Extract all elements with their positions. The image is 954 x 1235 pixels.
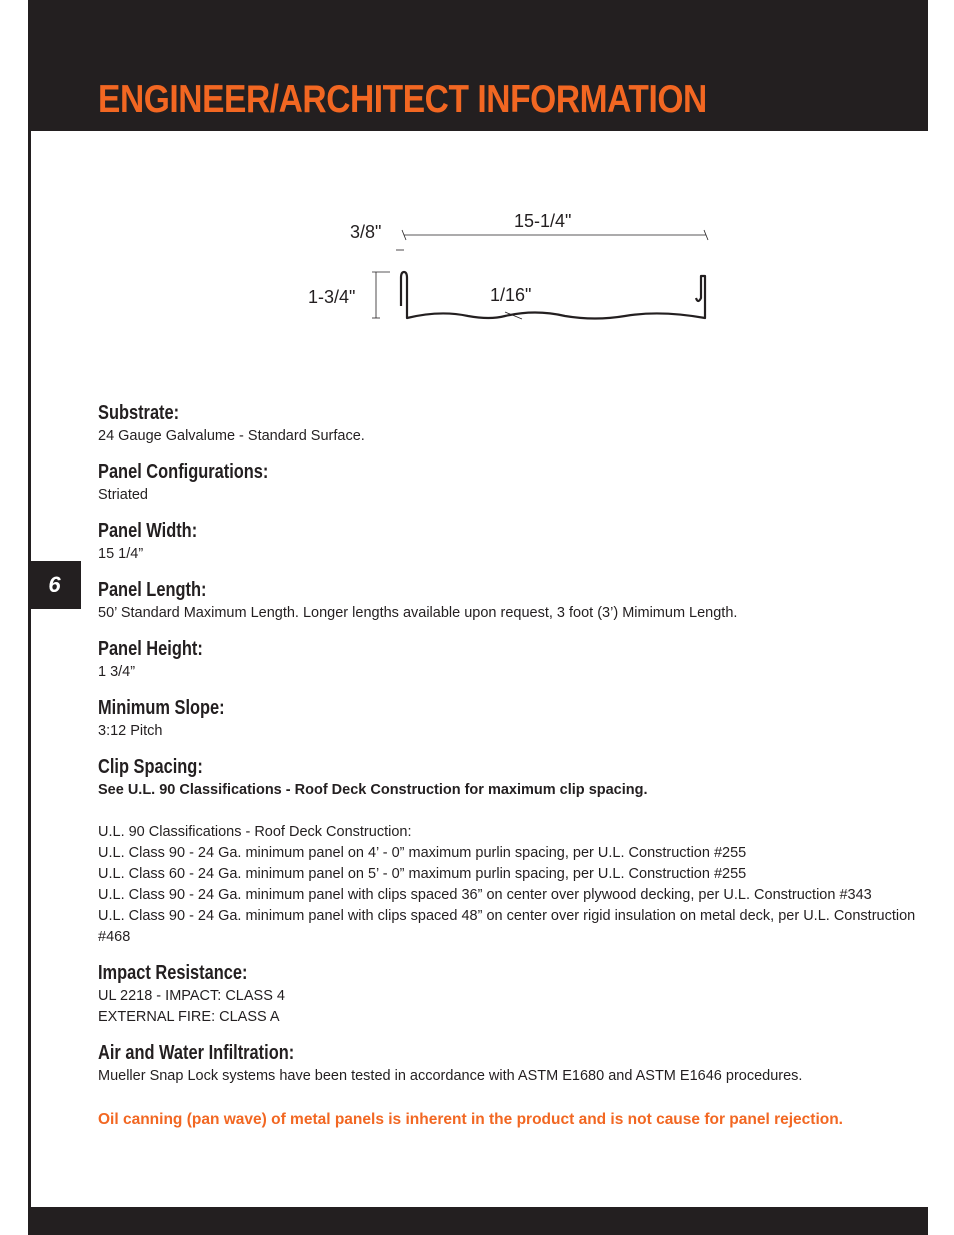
section-text: 1 3/4” (98, 664, 136, 680)
width-label: 15-1/4ʺ (514, 211, 572, 231)
section-heading: Panel Height: (98, 638, 203, 660)
oil-canning-warning: Oil canning (pan wave) of metal panels is inherent in the product and is not cause for panel rejection. (98, 1111, 843, 1128)
configurations-section (98, 459, 918, 506)
section-heading: Minimum Slope: (98, 697, 225, 719)
section-heading: Panel Length: (98, 579, 207, 601)
left-margin-rule (28, 131, 31, 1207)
impact-line: UL 2218 - IMPACT: CLASS 4 (98, 988, 285, 1004)
clip-line: U.L. Class 90 - 24 Ga. minimum panel on 4’ - 0” maximum purlin spacing, per U.L. Construction #255 (98, 845, 747, 861)
clip-line: U.L. Class 90 - 24 Ga. minimum panel with clips spaced 48” on center over rigid insulation on metal deck, per U.L. Construction #468 (98, 908, 916, 945)
section-text: Striated (98, 487, 148, 503)
height-label: 1-3/4ʺ (308, 287, 356, 307)
seam-label: 3/8ʺ (350, 222, 382, 242)
section-heading: Panel Width: (98, 520, 198, 542)
panel-profile-line (401, 272, 705, 319)
length-section (98, 577, 918, 624)
slope-section (98, 695, 918, 742)
section-text: 3:12 Pitch (98, 723, 163, 739)
section-heading: Substrate: (98, 402, 180, 424)
footer-bar (28, 1207, 928, 1235)
clip-spacing-section (98, 754, 918, 948)
section-text: 15 1/4” (98, 546, 144, 562)
section-text: 24 Gauge Galvalume - Standard Surface. (98, 428, 365, 444)
width-section (98, 518, 918, 565)
impact-section (98, 960, 918, 1028)
section-text: Mueller Snap Lock systems have been tested in accordance with ASTM E1680 and ASTM E1646 procedures. (98, 1068, 803, 1084)
section-heading: Clip Spacing: (98, 756, 203, 778)
substrate-section (98, 400, 918, 447)
air-water-section (98, 1040, 918, 1087)
section-heading: Air and Water Infiltration: (98, 1042, 295, 1064)
section-heading: Impact Resistance: (98, 962, 248, 984)
clip-line: U.L. Class 60 - 24 Ga. minimum panel on 5’ - 0” maximum purlin spacing, per U.L. Construction #255 (98, 866, 747, 882)
striation-label: 1/16ʺ (490, 285, 532, 305)
page-number: 6 (28, 561, 81, 609)
clip-line: U.L. Class 90 - 24 Ga. minimum panel with clips spaced 36” on center over plywood decking, per U.L. Construction #343 (98, 887, 872, 903)
page-title: ENGINEER/ARCHITECT INFORMATION (98, 78, 707, 121)
section-text: 50’ Standard Maximum Length. Longer lengths available upon request, 3 foot (3’) Mimimum Length. (98, 605, 738, 621)
clip-line: U.L. 90 Classifications - Roof Deck Construction: (98, 824, 412, 840)
clip-note: See U.L. 90 Classifications - Roof Deck Construction for maximum clip spacing. (98, 782, 648, 798)
height-section (98, 636, 918, 683)
panel-profile-diagram (300, 200, 720, 330)
specifications (98, 400, 918, 1146)
impact-line: EXTERNAL FIRE: CLASS A (98, 1009, 280, 1025)
section-heading: Panel Configurations: (98, 461, 269, 483)
